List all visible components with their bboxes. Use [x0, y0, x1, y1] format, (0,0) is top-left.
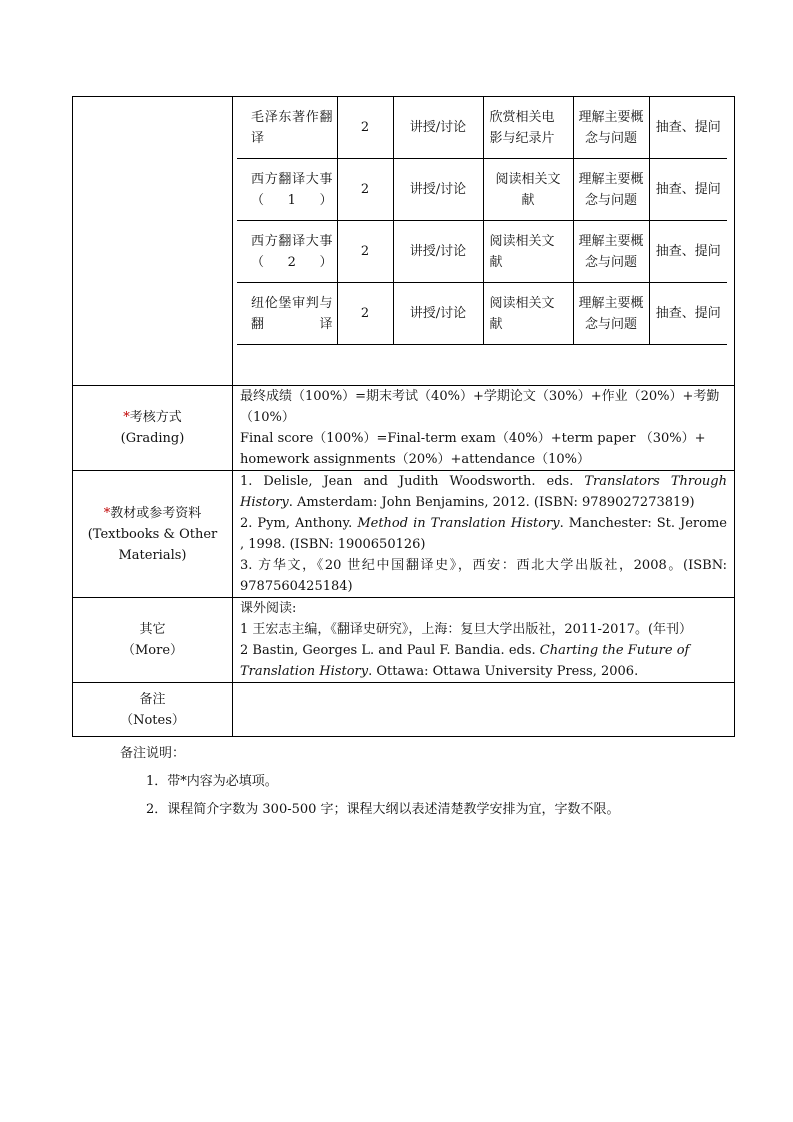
more-label-en: （More） [121, 643, 184, 658]
hours-cell: 2 [337, 221, 393, 283]
reading-cell: 阅读相关文献 [483, 283, 573, 345]
reading-cell: 阅读相关文献 [483, 221, 573, 283]
schedule-content-cell [233, 97, 735, 386]
footer-notes [120, 740, 620, 824]
reference-2-publisher: . Manchester: St. Jerome , 1998. (ISBN: 1900650126) [240, 516, 727, 552]
reading-cell: 阅读相关文献 [483, 159, 573, 221]
extra-reading-2-authors: 2 Bastin, Georges L. and Paul F. Bandia. eds. [240, 643, 540, 658]
requirement-cell: 理解主要概念与问题 [573, 159, 649, 221]
footer-notes-heading: 备注说明： [120, 746, 186, 761]
schedule-row [73, 97, 735, 386]
topic-cell: 西方翻译大事（2） [237, 221, 337, 283]
more-content [233, 598, 735, 683]
notes-label [73, 683, 233, 737]
notes-label-en: （Notes） [120, 712, 185, 728]
reference-3: 3. 方华文，《20 世纪中国翻译史》，西安：西北大学出版社，2008。(ISBN: 9787560425184) [240, 558, 727, 594]
textbooks-content [233, 471, 735, 598]
hours-cell: 2 [337, 97, 393, 159]
textbooks-label [73, 471, 233, 598]
assessment-cell: 抽查、提问 [649, 97, 727, 159]
footer-note-2: 2．课程简介字数为 300-500 字；课程大纲以表述清楚教学安排为宜，字数不限。 [146, 802, 620, 817]
hours-cell: 2 [337, 283, 393, 345]
grading-line-cn: 最终成绩（100%）=期末考试（40%）+学期论文（30%）+作业（20%）+考勤（10%） [240, 389, 720, 425]
extra-reading-2-title: Charting the Future of Translation History [240, 643, 690, 679]
reference-1-authors: 1. Delisle, Jean and Judith Woodsworth. eds. [240, 474, 585, 489]
reading-cell: 欣赏相关电影与纪录片 [483, 97, 573, 159]
grading-label [73, 386, 233, 471]
grading-label-en: (Grading) [120, 431, 185, 446]
schedule-label-cell [73, 97, 233, 386]
assessment-cell: 抽查、提问 [649, 221, 727, 283]
footer-note-1: 1．带*内容为必填项。 [146, 774, 278, 789]
requirement-cell: 理解主要概念与问题 [573, 97, 649, 159]
reference-2 [240, 513, 727, 555]
textbooks-label-cn: 教材或参考资料 [110, 505, 202, 521]
reference-2-title: Method in Translation History [357, 516, 560, 531]
method-cell: 讲授/讨论 [393, 221, 483, 283]
grading-content [233, 386, 735, 471]
textbooks-label-en-1: (Textbooks & Other [87, 526, 218, 542]
grading-row [73, 386, 735, 471]
schedule-table [237, 97, 727, 385]
notes-content [233, 683, 735, 737]
more-label [73, 598, 233, 683]
topic-cell: 纽伦堡审判与翻译 [237, 283, 337, 345]
assessment-cell: 抽查、提问 [649, 283, 727, 345]
schedule-spacer [237, 345, 727, 386]
assessment-cell: 抽查、提问 [649, 159, 727, 221]
reference-2-authors: 2. Pym, Anthony. [240, 516, 358, 531]
hours-cell: 2 [337, 159, 393, 221]
grading-label-cn: 考核方式 [129, 410, 182, 425]
grading-line-en: Final score（100%）=Final-term exam（40%）+term paper （30%）+ homework assignments（20%）+attendance（10%） [240, 431, 706, 467]
reference-1-publisher: . Amsterdam: John Benjamins, 2012. (ISBN: 9789027273819) [288, 495, 695, 510]
extra-reading-heading: 课外阅读: [240, 601, 297, 616]
textbooks-label-en-2: Materials) [118, 547, 187, 563]
course-syllabus-table [72, 96, 735, 737]
extra-reading-1: 1 王宏志主编，《翻译史研究》，上海：复旦大学出版社，2011-2017。(年刊） [240, 622, 693, 637]
notes-row [73, 683, 735, 737]
required-star: * [103, 505, 111, 521]
required-star: * [123, 410, 130, 425]
method-cell: 讲授/讨论 [393, 283, 483, 345]
extra-reading-2 [240, 640, 727, 682]
schedule-item [237, 221, 727, 283]
requirement-cell: 理解主要概念与问题 [573, 283, 649, 345]
schedule-item [237, 97, 727, 159]
schedule-item [237, 159, 727, 221]
topic-cell: 西方翻译大事（1） [237, 159, 337, 221]
requirement-cell: 理解主要概念与问题 [573, 221, 649, 283]
method-cell: 讲授/讨论 [393, 97, 483, 159]
more-label-cn: 其它 [139, 622, 166, 637]
extra-reading-2-publisher: . Ottawa: Ottawa University Press, 2006. [368, 664, 639, 679]
textbooks-row [73, 471, 735, 598]
notes-label-cn: 备注 [139, 691, 166, 707]
topic-cell: 毛泽东著作翻译 [237, 97, 337, 159]
schedule-item [237, 283, 727, 345]
reference-1-title: Translators Through History [240, 474, 727, 510]
method-cell: 讲授/讨论 [393, 159, 483, 221]
more-row [73, 598, 735, 683]
reference-1 [240, 471, 727, 513]
